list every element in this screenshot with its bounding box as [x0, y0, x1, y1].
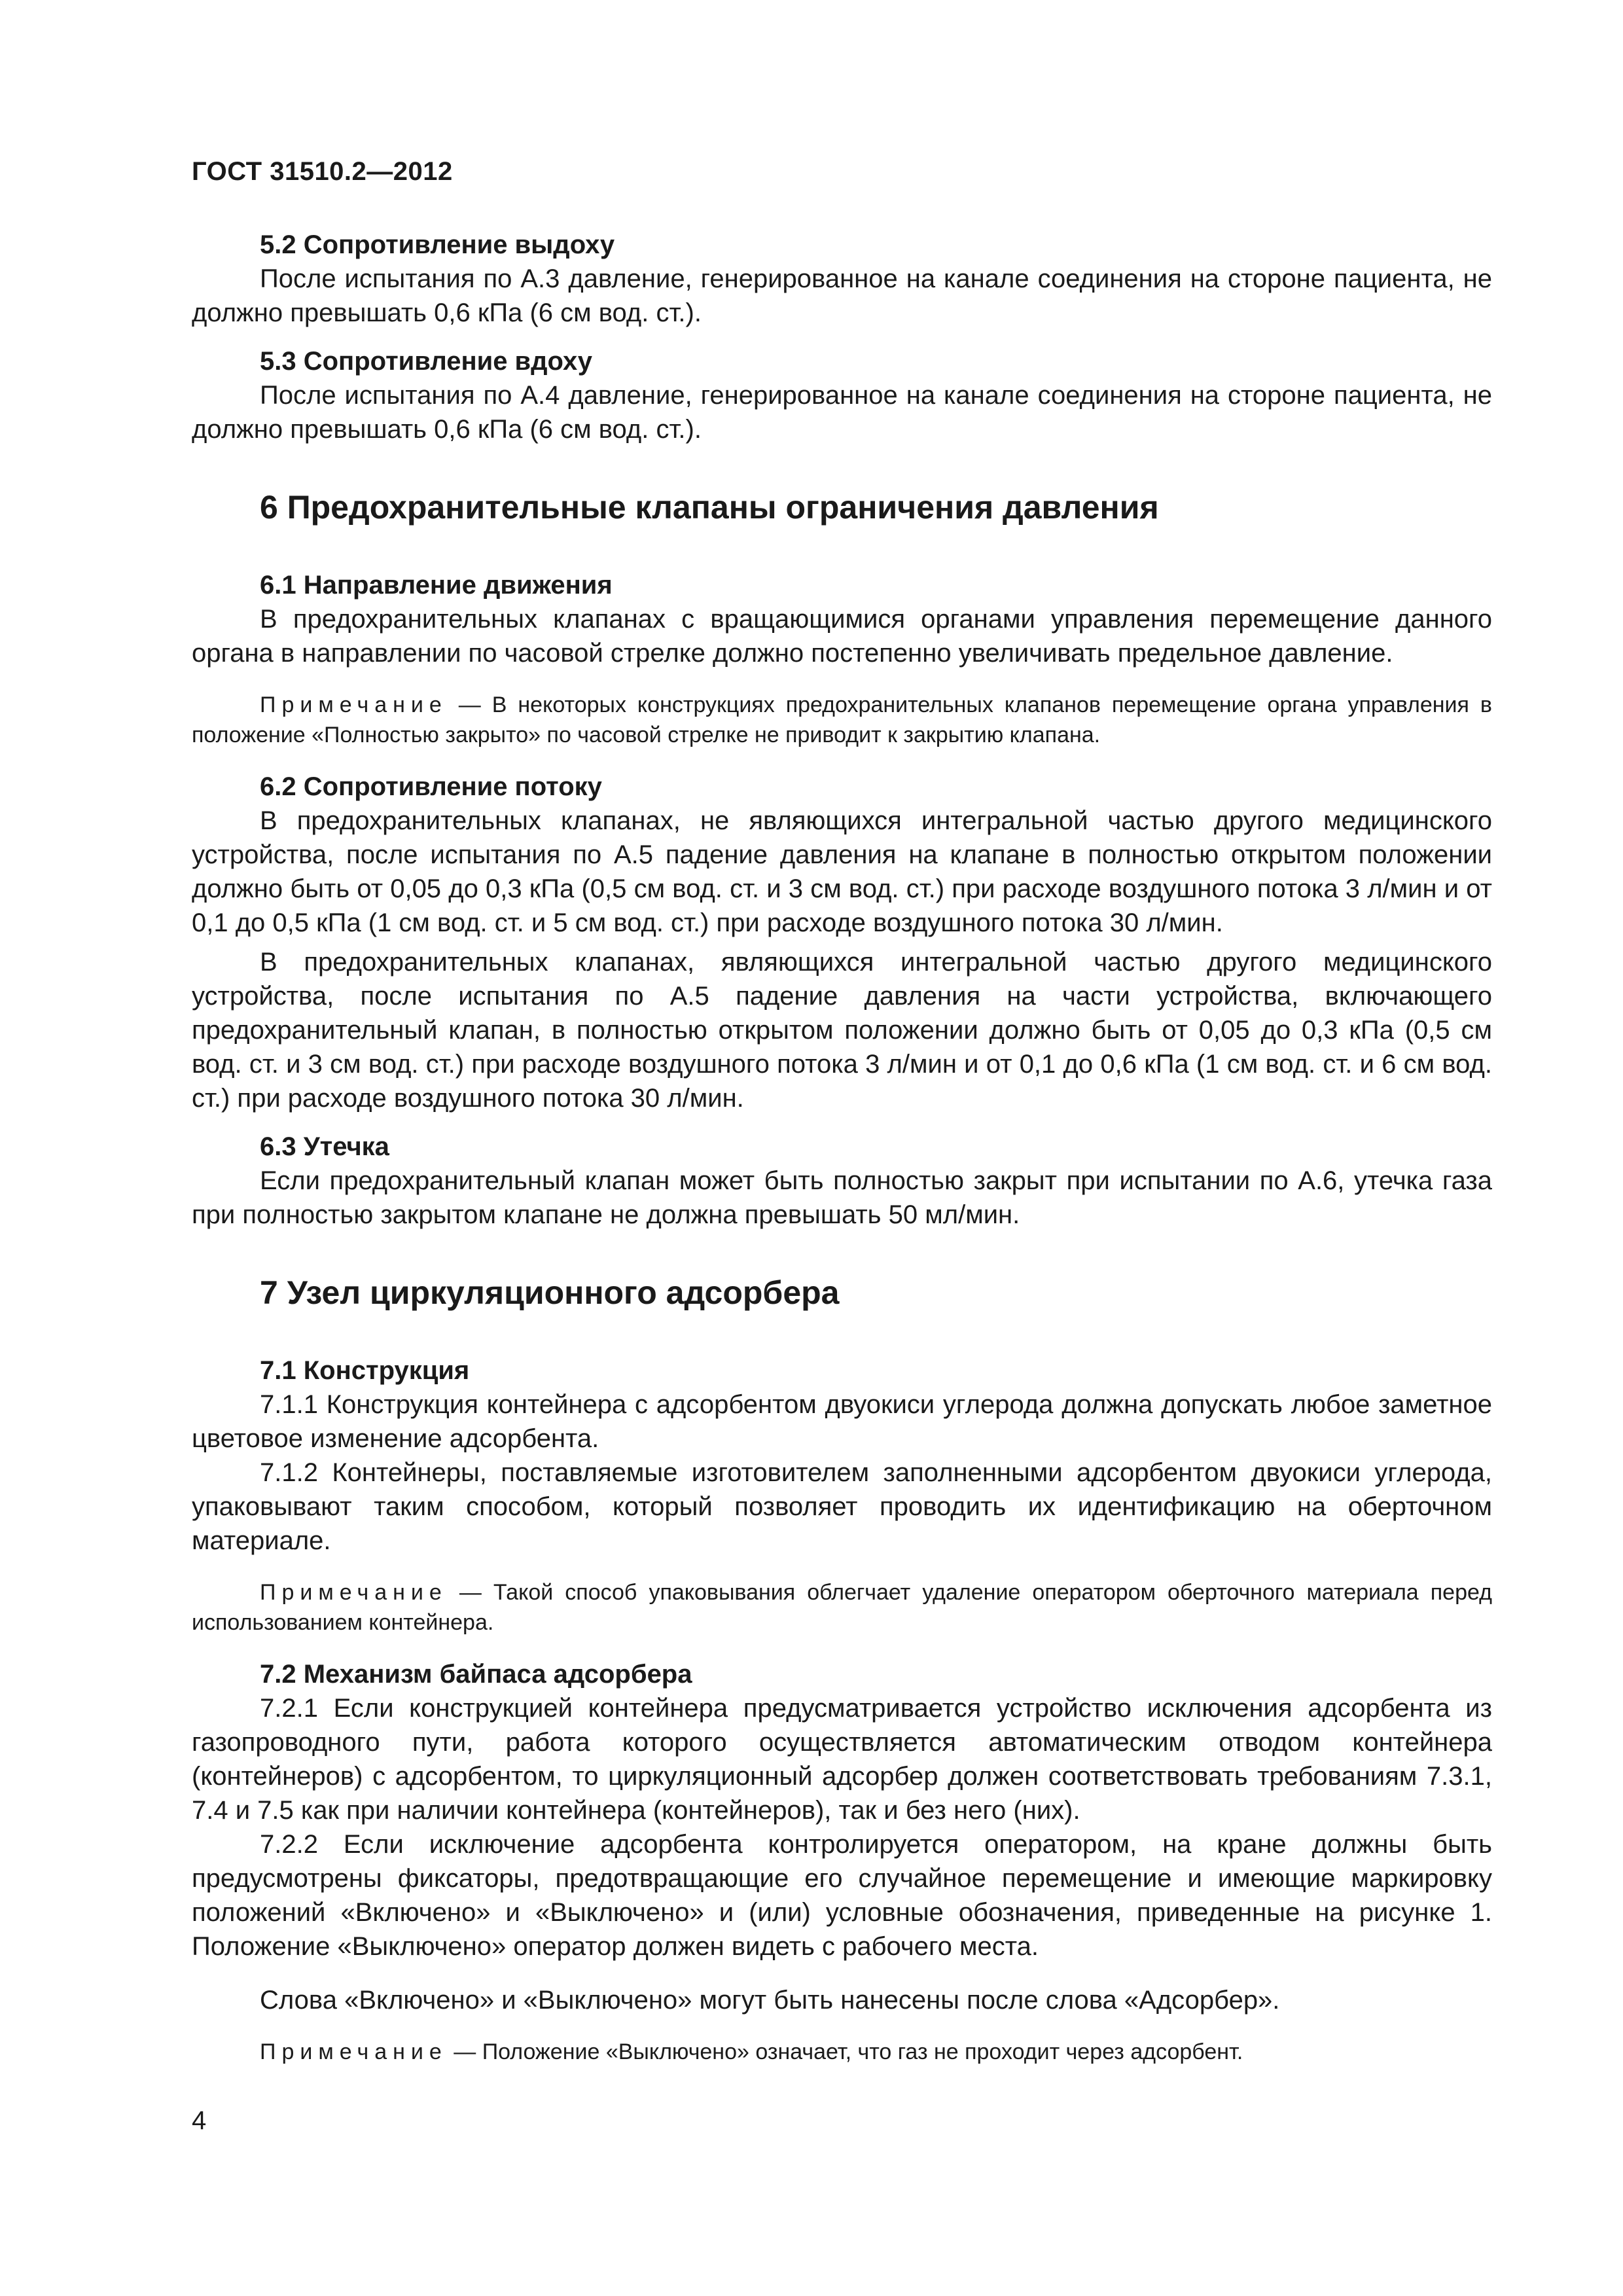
paragraph: 7.2.1 Если конструкцией контейнера предусматривается устройство исключения адсорбента из газопроводного пути, работа которого осуществляется автоматическим отводом контейнера (контейнеров) с адсорбентом, то циркуляционный адсорбер должен соответствовать требованиям 7.3.1, 7.4 и 7.5 как при наличии контейнера (контейнеров), так и без него (них). [192, 1694, 1492, 1825]
paragraph: 7.2.2 Если исключение адсорбента контролируется оператором, на кране должны быть предусмотрены фиксаторы, предотвращающие его случайное перемещение и имеющие маркировку положений «Включено» и «Выключено» и (или) условные обозначения, приведенные на рисунке 1. Положение «Выключено» оператор должен видеть с рабочего места. [192, 1830, 1492, 1961]
note-text: — Положение «Выключено» означает, что газ не проходит через адсорбент. [447, 2039, 1243, 2064]
section-heading-5-3: 5.3 Сопротивление вдоху [260, 347, 592, 376]
paragraph: В предохранительных клапанах с вращающимися органами управления перемещение данного органа в направлении по часовой стрелке должно постепенно увеличивать предельное давление. [192, 605, 1492, 668]
paragraph: В предохранительных клапанах, являющихся интегральной частью другого медицинского устройства, после испытания по А.5 падение давления на части устройства, включающего предохранительный клапан, в полностью открытом положении должно быть от 0,05 до 0,3 кПа (0,5 см вод. ст. и 3 см вод. ст.) при расходе воздушного потока 3 л/мин и от 0,1 до 0,6 кПа (1 см вод. ст. и 6 см вод. ст.) при расходе воздушного потока 30 л/мин. [192, 948, 1492, 1113]
note-text: — В некоторых конструкциях предохранительных клапанов перемещение органа управления в положение «Полностью закрыто» по часовой стрелке не приводит к закрытию клапана. [192, 692, 1492, 747]
paragraph: 7.1.2 Контейнеры, поставляемые изготовителем заполненными адсорбентом двуокиси углерода, упаковывают таким способом, который позволяет проводить их идентификацию на оберточном материале. [192, 1458, 1492, 1555]
paragraph: 7.1.1 Конструкция контейнера с адсорбентом двуокиси углерода должна допускать любое заметное цветовое изменение адсорбента. [192, 1390, 1492, 1453]
paragraph: Слова «Включено» и «Выключено» могут быть нанесены после слова «Адсорбер». [260, 1986, 1280, 2015]
note [192, 2037, 1492, 2067]
note [192, 1577, 1492, 1638]
section-heading-6-2: 6.2 Сопротивление потоку [260, 772, 602, 801]
section-heading-6-3: 6.3 Утечка [260, 1132, 389, 1161]
paragraph: Если предохранительный клапан может быть полностью закрыт при испытании по А.6, утечка газа при полностью закрытом клапане не должна превышать 50 мл/мин. [192, 1166, 1492, 1229]
paragraph: После испытания по А.4 давление, генерированное на канале соединения на стороне пациента, не должно превышать 0,6 кПа (6 см вод. ст.). [192, 381, 1492, 444]
paragraph: В предохранительных клапанах, не являющихся интегральной частью другого медицинского устройства, после испытания по А.5 падение давления на клапане в полностью открытом положении должно быть от 0,05 до 0,3 кПа (0,5 см вод. ст. и 3 см вод. ст.) при расходе воздушного потока 3 л/мин и от 0,1 до 0,5 кПа (1 см вод. ст. и 5 см вод. ст.) при расходе воздушного потока 30 л/мин. [192, 806, 1492, 937]
page-number: 4 [192, 2106, 207, 2135]
note-label: Примечание [260, 1580, 448, 1605]
note [192, 690, 1492, 750]
chapter-heading-7: 7 Узел циркуляционного адсорбера [260, 1274, 840, 1311]
chapter-heading-6: 6 Предохранительные клапаны ограничения давления [260, 489, 1159, 526]
section-heading-7-2: 7.2 Механизм байпаса адсорбера [260, 1660, 692, 1689]
section-heading-7-1: 7.1 Конструкция [260, 1356, 470, 1385]
document-body [192, 228, 1492, 2067]
paragraph: После испытания по А.3 давление, генерированное на канале соединения на стороне пациента, не должно превышать 0,6 кПа (6 см вод. ст.). [192, 264, 1492, 327]
note-label: Примечание [260, 692, 448, 717]
document-code: ГОСТ 31510.2—2012 [192, 157, 453, 186]
section-heading-5-2: 5.2 Сопротивление выдоху [260, 230, 615, 259]
section-heading-6-1: 6.1 Направление движения [260, 571, 613, 600]
document-page [192, 0, 1492, 2296]
note-text: — Такой способ упаковывания облегчает удаление оператором оберточного материала перед использованием контейнера. [192, 1580, 1492, 1635]
note-label: Примечание [260, 2039, 448, 2064]
